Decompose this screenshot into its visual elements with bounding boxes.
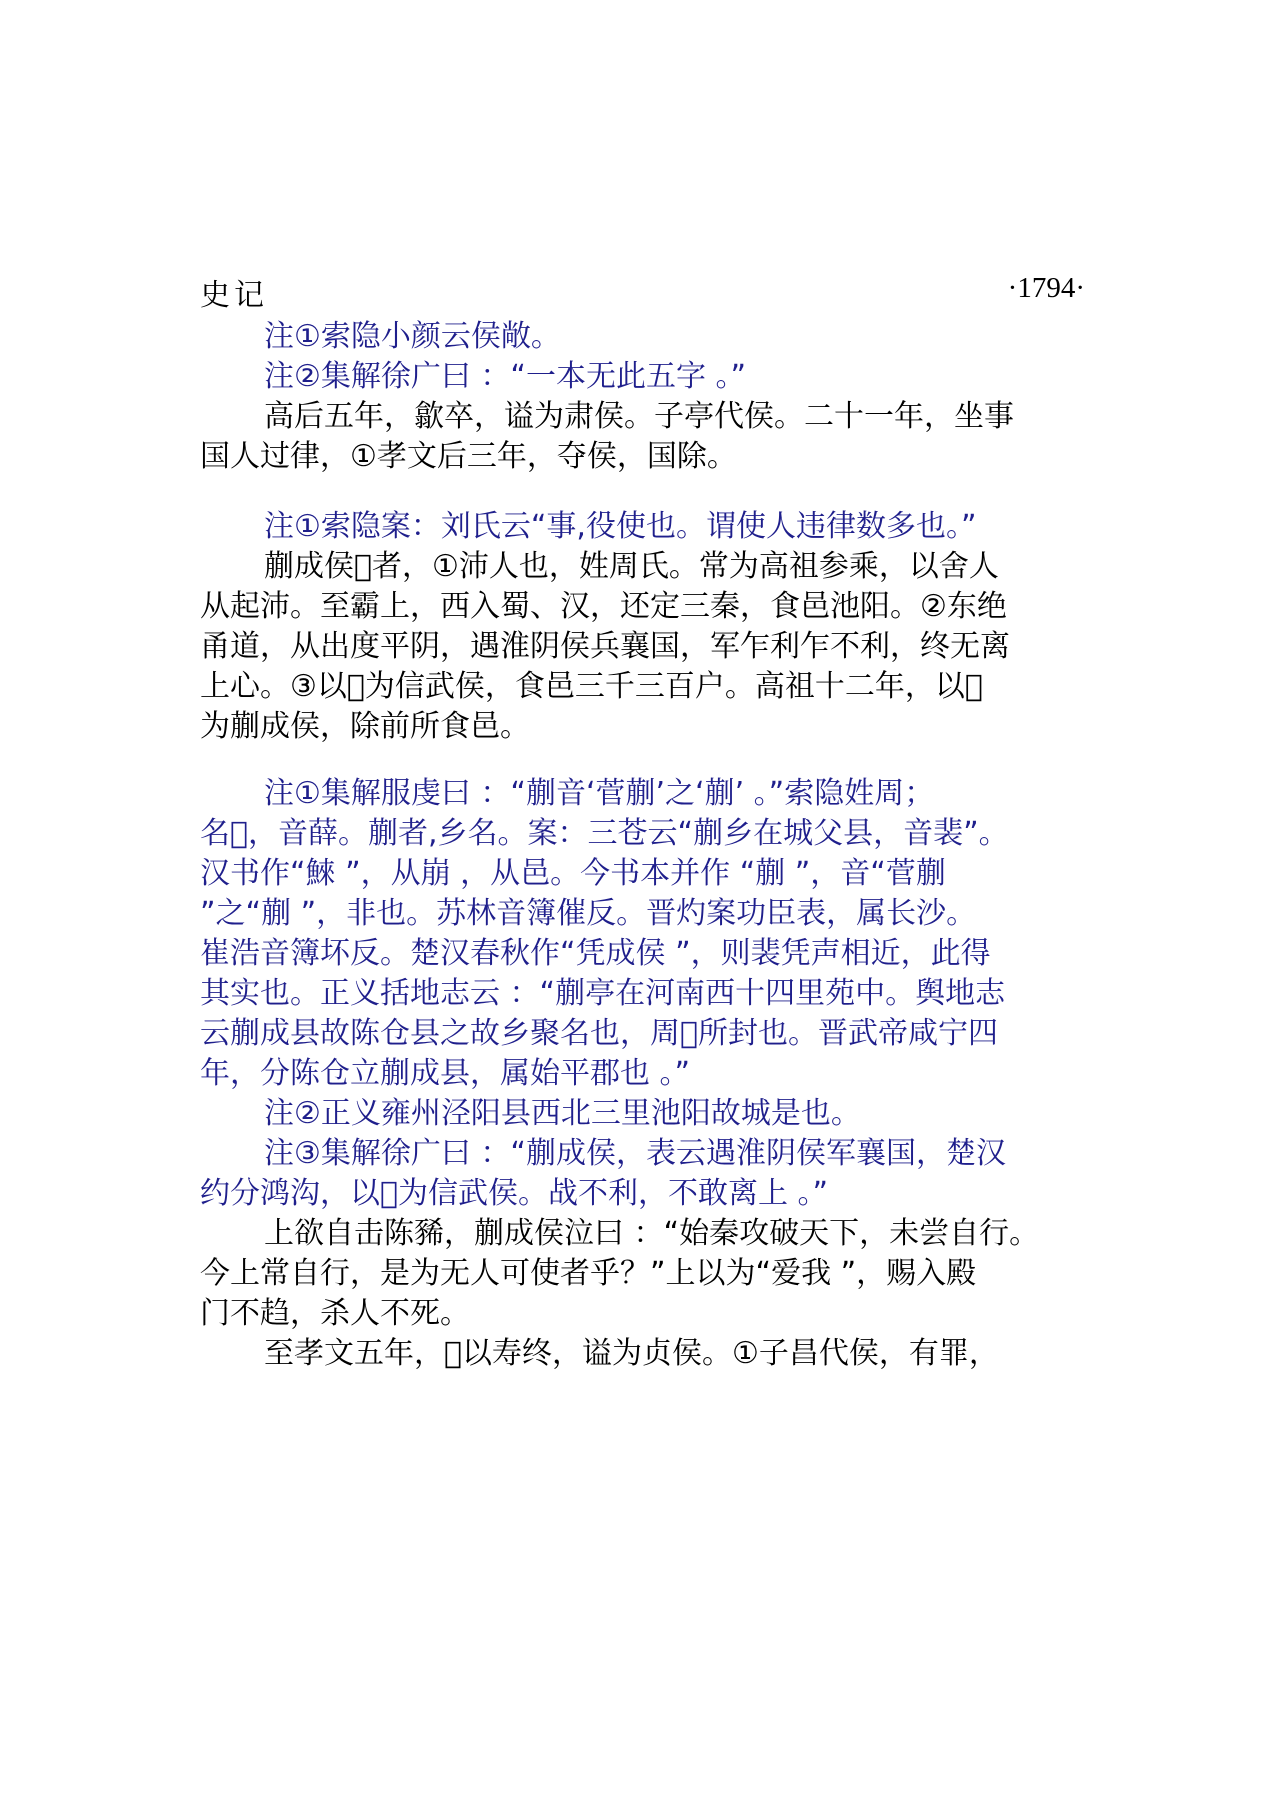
text-line: 至孝文五年，𦅗以寿终，谥为贞侯。①子昌代侯，有罪， — [264, 1336, 999, 1371]
text-line: 名𦅗，音薛。蒯者,乡名。案：三苍云“蒯乡在城父县，音裴”。 — [200, 816, 1009, 851]
text-line: 约分鸿沟，以𦅗为信武侯。战不利，不敢离上 。” — [200, 1176, 829, 1211]
text-line: 注①集解服虔曰 ：“蒯音‘菅蒯’之‘蒯’ 。”索隐姓周； — [264, 776, 935, 811]
text-line: 从起沛。至霸上，西入蜀、汉，还定三秦，食邑池阳。②东绝 — [200, 589, 1007, 624]
text-line: 云蒯成县故陈仓县之故乡聚名也，周𦅗所封也。晋武帝咸宁四 — [200, 1016, 999, 1051]
text-line: 年，分陈仓立蒯成县，属始平郡也 。” — [200, 1056, 691, 1091]
running-head-title: 史记 — [200, 278, 268, 313]
text-line: 上心。③以𦅗为信武侯，食邑三千三百户。高祖十二年，以𦅗 — [200, 669, 983, 704]
text-line: 门不趋，杀人不死。 — [200, 1296, 470, 1331]
text-line: 注②正义雍州泾阳县西北三里池阳故城是也。 — [264, 1096, 861, 1131]
page-number: ·1794· — [1007, 272, 1085, 304]
text-line: 注②集解徐广曰 ：“一本无此五字 。” — [264, 359, 747, 394]
text-line: 高后五年，歙卒，谥为肃侯。子亭代侯。二十一年，坐事 — [264, 399, 1014, 434]
text-line: 注③集解徐广曰 ：“蒯成侯，表云遇淮阴侯军襄国，楚汉 — [264, 1136, 1006, 1171]
text-line: 崔浩音簿坏反。楚汉春秋作“凭成侯 ”，则裴凭声相近，此得 — [200, 936, 991, 971]
text-line: ”之“蒯 ”，非也。苏林音簿催反。晋灼案功臣表，属长沙。 — [200, 896, 977, 931]
text-line: 国人过律，①孝文后三年，夺侯，国除。 — [200, 439, 737, 474]
text-line: 注①索隐小颜云侯敞。 — [264, 319, 561, 354]
text-line: 为蒯成侯，除前所食邑。 — [200, 709, 530, 744]
text-line: 上欲自击陈豨，蒯成侯泣曰 ：“始秦攻破天下，未尝自行。 — [264, 1216, 1040, 1251]
text-line: 注①索隐案：刘氏云“事,役使也。谓使人违律数多也。” — [264, 509, 977, 544]
text-line: 今上常自行，是为无人可使者乎？”上以为“爱我 ”，赐入殿 — [200, 1256, 977, 1291]
text-line: 甬道，从出度平阴，遇淮阴侯兵襄国，军乍利乍不利，终无离 — [200, 629, 1010, 664]
text-line: 蒯成侯𦅗者，①沛人也，姓周氏。常为高祖参乘，以舍人 — [264, 549, 999, 584]
text-line: 汉书作“鯠 ”，从崩 ，从邑。今书本并作 “蒯 ”，音“菅蒯 — [200, 856, 946, 891]
text-line: 其实也。正义括地志云 ：“蒯亭在河南西十四里苑中。舆地志 — [200, 976, 1006, 1011]
